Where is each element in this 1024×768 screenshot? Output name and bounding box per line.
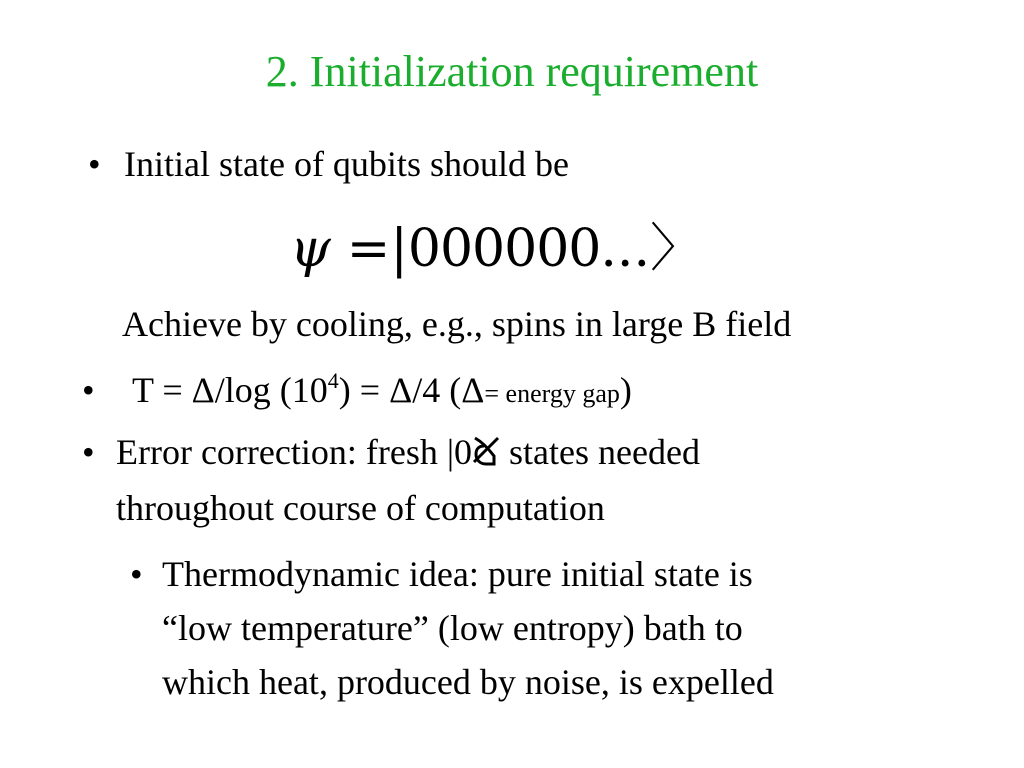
error-correction-line1 (116, 430, 700, 474)
bullet-marker: • (88, 144, 101, 184)
broken-ket-glyph-icon (472, 434, 500, 468)
sub-bullet-marker: • (130, 554, 143, 594)
bullet-initial-state: Initial state of qubits should be (124, 144, 569, 184)
psi-symbol: ψ (290, 219, 331, 279)
ket-dots: ... (600, 219, 650, 279)
error-correction-line2: throughout course of computation (116, 488, 605, 528)
ket-open: | (390, 219, 408, 279)
temp-eq-exponent: 4 (327, 368, 339, 393)
bullet-marker: • (82, 432, 95, 472)
temp-eq-part1: T = Δ/log (10 (132, 370, 328, 410)
cooling-note: Achieve by cooling, e.g., spins in large B field (122, 304, 792, 344)
temp-eq-part2: ) = Δ/4 (Δ (338, 370, 485, 410)
thermodynamic-line2: “low temperature” (low entropy) bath to (162, 608, 743, 648)
error-correction-text-b: states needed (500, 432, 700, 472)
thermodynamic-line3: which heat, produced by noise, is expelled (162, 662, 774, 702)
equals-sign: = (346, 219, 391, 279)
psi-formula (290, 214, 702, 284)
thermodynamic-line1: Thermodynamic idea: pure initial state is (162, 554, 753, 594)
ket-close: 〉 (650, 219, 703, 279)
energy-gap-note: = energy gap (484, 379, 620, 408)
ket-digits: 000000 (407, 219, 601, 279)
temp-eq-part3: ) (619, 370, 632, 410)
error-correction-text-a: Error correction: fresh |0 (116, 432, 473, 472)
temperature-equation (132, 368, 632, 417)
bullet-marker: • (82, 370, 95, 410)
slide-title: 2. Initialization requirement (265, 47, 759, 96)
